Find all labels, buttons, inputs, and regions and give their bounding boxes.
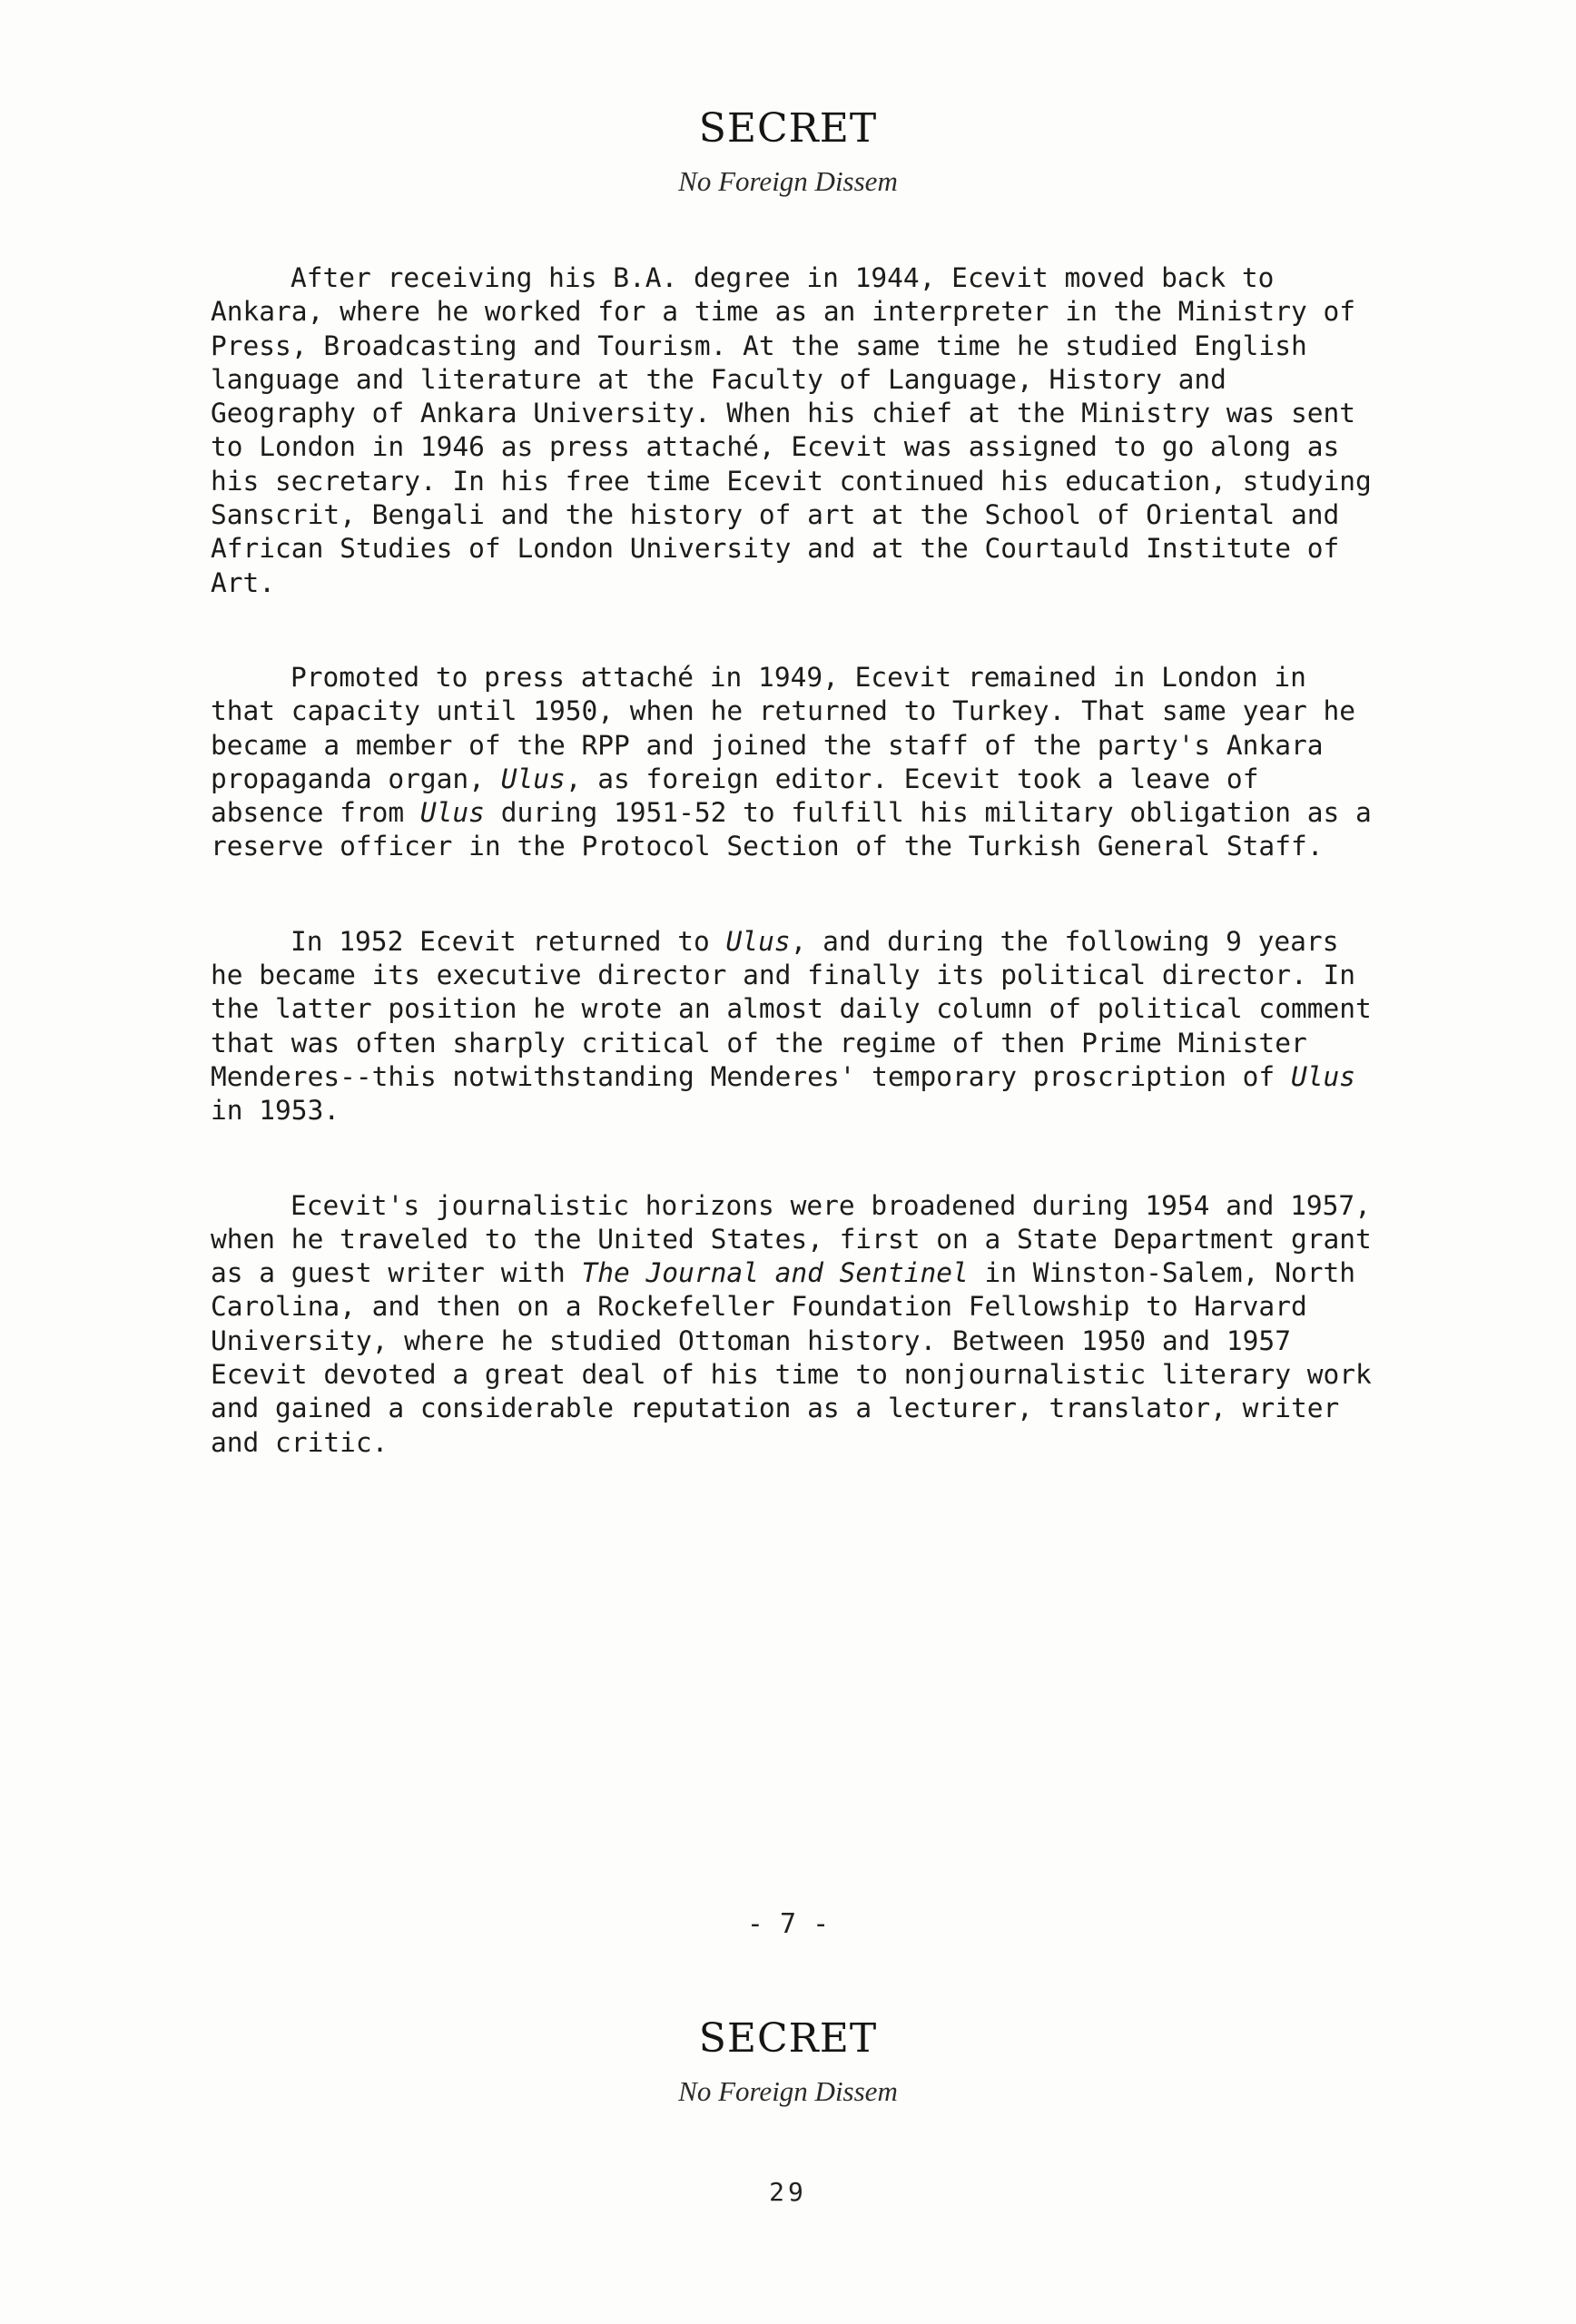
footer-classification: SECRET xyxy=(698,2015,878,2062)
footer-dissemination: No Foreign Dissem xyxy=(678,2075,898,2107)
page-number: - 7 - xyxy=(746,1908,830,1940)
publication-title: Ulus xyxy=(1290,1060,1356,1092)
paragraph-united-states: Ecevit's journalistic horizons were broadened during 1954 and 1957, when he traveled to the United States, first on a State Department grant as a guest writer with The Journal and Sentinel in Winston-Salem, North Carolina, and then on a Rockefeller Foundation Fellowship to Harvard University, where he studied Ottoman history. Between 1950 and 1957 Ecevit devoted a great deal of his time to nonjournalistic literary work and gained a considerable reputation as a lecturer, translator, writer and critic. xyxy=(211,1189,1372,1458)
paragraph-press-attache: Promoted to press attaché in 1949, Ecevit remained in London in that capacity until 1950, when he returned to Turkey. That same year he became a member of the RPP and joined the staff of the party's Ankara propaganda organ, Ulus, as foreign editor. Ecevit took a leave of absence from Ulus during 1951-52 to fulfill his military obligation as a reserve officer in the Protocol Section of the Turkish General Staff. xyxy=(211,661,1372,862)
header-classification: SECRET xyxy=(698,105,878,152)
publication-title: Ulus xyxy=(419,797,485,829)
header-dissemination: No Foreign Dissem xyxy=(678,165,898,197)
folio-number: 29 xyxy=(769,2177,807,2207)
paragraph-ulus-director: In 1952 Ecevit returned to Ulus, and during the following 9 years he became its executive director and finally its political director. In the latter position he wrote an almost daily column of political comment that was often sharply critical of the regime of then Prime Minister Menderes--this notwithstanding Menderes' temporary proscription of Ulus in 1953. xyxy=(211,925,1372,1127)
publication-title: Ulus xyxy=(500,763,566,794)
publication-title: The Journal and Sentinel xyxy=(581,1257,969,1289)
paragraph-education: After receiving his B.A. degree in 1944, Ecevit moved back to Ankara, where he worked for a time as an interpreter in the Ministry of Press, Broadcasting and Tourism. At the same time he studied English language and literature at the Faculty of Language, History and Geography of Ankara University. When his chief at the Ministry was sent to London in 1946 as press attaché, Ecevit was assigned to go along as his secretary. In his free time Ecevit continued his education, studying Sanscrit, Bengali and the history of art at the School of Oriental and African Studies of London University and at the Courtauld Institute of Art. xyxy=(211,262,1372,598)
publication-title: Ulus xyxy=(725,925,791,957)
body-text xyxy=(211,261,1382,1521)
